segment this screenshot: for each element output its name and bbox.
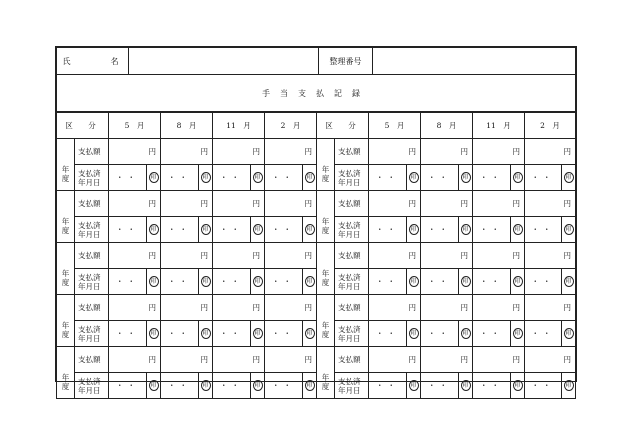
seal-stamp-icon: 印 — [254, 382, 261, 389]
seal-cell[interactable] — [511, 373, 525, 399]
seal-stamp-icon: 印 — [306, 174, 313, 181]
year-label — [317, 295, 335, 347]
paid-date-label — [75, 269, 109, 295]
year-label-text: 年度 — [321, 268, 330, 287]
seal-cell[interactable] — [459, 165, 473, 191]
seal-cell[interactable] — [562, 373, 576, 399]
paid-label-line2: 年月日 — [338, 385, 361, 395]
paid-date-cell[interactable]: ・・ — [473, 165, 511, 191]
year-label — [57, 139, 75, 191]
seal-cell[interactable] — [199, 373, 213, 399]
seal-stamp-icon: 印 — [202, 226, 209, 233]
seal-stamp-icon: 印 — [565, 382, 572, 389]
paid-date-cell[interactable]: ・・ — [109, 373, 147, 399]
seal-stamp-icon: 印 — [410, 226, 417, 233]
amount-cell[interactable]: 円 — [525, 295, 576, 321]
amount-row — [57, 139, 576, 165]
seal-stamp-icon: 印 — [306, 278, 313, 285]
paid-date-cell[interactable]: ・・ — [421, 165, 459, 191]
year-label-text: 年度 — [321, 216, 330, 235]
month-header: 8 月 — [161, 113, 213, 139]
reference-number-label: 整理番号 — [319, 48, 373, 75]
paid-date-cell[interactable]: ・・ — [473, 373, 511, 399]
seal-stamp-icon: 印 — [514, 278, 521, 285]
seal-cell[interactable] — [562, 217, 576, 243]
paid-date-label — [335, 321, 369, 347]
seal-stamp-icon: 印 — [462, 278, 469, 285]
paid-date-cell[interactable]: ・・ — [109, 217, 147, 243]
seal-cell[interactable] — [407, 165, 421, 191]
seal-cell[interactable] — [147, 321, 161, 347]
paid-date-cell[interactable]: ・・ — [213, 269, 251, 295]
seal-stamp-icon: 印 — [202, 382, 209, 389]
paid-date-cell[interactable]: ・・ — [161, 165, 199, 191]
year-label — [57, 191, 75, 243]
paid-label-line2: 年月日 — [338, 333, 361, 343]
seal-cell[interactable] — [199, 321, 213, 347]
amount-cell[interactable]: 円 — [109, 243, 161, 269]
amount-label: 支払額 — [75, 243, 109, 269]
amount-cell[interactable]: 円 — [265, 243, 317, 269]
paid-date-cell[interactable]: ・・ — [213, 217, 251, 243]
amount-cell[interactable]: 円 — [473, 347, 525, 373]
seal-stamp-icon: 印 — [254, 174, 261, 181]
year-label-text: 年度 — [61, 268, 70, 287]
paid-date-label — [75, 217, 109, 243]
paid-date-cell[interactable]: ・・ — [265, 165, 303, 191]
amount-cell[interactable]: 円 — [265, 139, 317, 165]
paid-label-line2: 年月日 — [78, 177, 101, 187]
seal-cell[interactable] — [459, 321, 473, 347]
paid-date-cell[interactable]: ・・ — [421, 269, 459, 295]
amount-cell[interactable]: 円 — [161, 295, 213, 321]
paid-label-line1: 支払済 — [338, 272, 361, 282]
year-label — [317, 347, 335, 399]
paid-date-row — [57, 373, 576, 399]
seal-cell[interactable] — [511, 217, 525, 243]
amount-cell[interactable]: 円 — [109, 347, 161, 373]
amount-label: 支払額 — [335, 191, 369, 217]
amount-cell[interactable]: 円 — [109, 191, 161, 217]
paid-date-row — [57, 321, 576, 347]
year-label — [317, 243, 335, 295]
seal-cell[interactable] — [511, 165, 525, 191]
paid-date-cell[interactable]: ・・ — [369, 321, 407, 347]
amount-cell[interactable]: 円 — [265, 347, 317, 373]
year-label — [57, 243, 75, 295]
seal-stamp-icon: 印 — [254, 278, 261, 285]
amount-cell[interactable]: 円 — [421, 243, 473, 269]
year-label — [57, 347, 75, 399]
seal-cell[interactable] — [562, 165, 576, 191]
seal-stamp-icon: 印 — [410, 382, 417, 389]
seal-cell[interactable] — [407, 373, 421, 399]
header-table — [56, 47, 576, 112]
seal-stamp-icon: 印 — [254, 330, 261, 337]
year-label-text: 年度 — [321, 372, 330, 391]
paid-date-cell[interactable]: ・・ — [109, 269, 147, 295]
amount-cell[interactable]: 円 — [473, 191, 525, 217]
month-header: 5 月 — [369, 113, 421, 139]
amount-cell[interactable]: 円 — [213, 191, 265, 217]
paid-label-line2: 年月日 — [338, 177, 361, 187]
seal-cell[interactable] — [147, 217, 161, 243]
paid-label-line1: 支払済 — [78, 272, 101, 282]
amount-row — [57, 347, 576, 373]
amount-cell[interactable]: 円 — [525, 243, 576, 269]
paid-date-cell[interactable]: ・・ — [525, 321, 562, 347]
month-header: 11 月 — [473, 113, 525, 139]
paid-label-line2: 年月日 — [78, 281, 101, 291]
amount-cell[interactable]: 円 — [421, 347, 473, 373]
paid-date-label — [75, 165, 109, 191]
paid-label-line1: 支払済 — [78, 220, 101, 230]
paid-date-label — [335, 269, 369, 295]
amount-label: 支払額 — [335, 295, 369, 321]
amount-label: 支払額 — [75, 191, 109, 217]
seal-stamp-icon: 印 — [462, 382, 469, 389]
paid-date-cell[interactable]: ・・ — [369, 269, 407, 295]
seal-stamp-icon: 印 — [410, 174, 417, 181]
paid-date-row — [57, 165, 576, 191]
division-header-right: 区 分 — [317, 113, 369, 139]
seal-stamp-icon: 印 — [514, 226, 521, 233]
year-label — [317, 139, 335, 191]
amount-cell[interactable]: 円 — [265, 191, 317, 217]
name-label: 氏 名 — [57, 48, 129, 75]
paid-date-label — [335, 165, 369, 191]
amount-row — [57, 243, 576, 269]
seal-stamp-icon: 印 — [462, 174, 469, 181]
paid-label-line2: 年月日 — [78, 385, 101, 395]
seal-stamp-icon: 印 — [514, 174, 521, 181]
paid-date-cell[interactable]: ・・ — [213, 165, 251, 191]
year-label-text: 年度 — [61, 320, 70, 339]
seal-cell[interactable] — [303, 269, 317, 295]
amount-cell[interactable]: 円 — [473, 243, 525, 269]
paid-date-cell[interactable]: ・・ — [265, 373, 303, 399]
seal-cell[interactable] — [199, 165, 213, 191]
amount-cell[interactable]: 円 — [369, 191, 421, 217]
paid-date-label — [75, 321, 109, 347]
amount-cell[interactable]: 円 — [421, 139, 473, 165]
amount-cell[interactable]: 円 — [369, 243, 421, 269]
seal-cell[interactable] — [147, 269, 161, 295]
amount-label: 支払額 — [75, 139, 109, 165]
seal-cell[interactable] — [251, 217, 265, 243]
amount-cell[interactable]: 円 — [213, 295, 265, 321]
seal-cell[interactable] — [303, 165, 317, 191]
paid-label-line1: 支払済 — [338, 168, 361, 178]
amount-cell[interactable]: 円 — [161, 347, 213, 373]
amount-cell[interactable]: 円 — [265, 295, 317, 321]
seal-cell[interactable] — [562, 269, 576, 295]
amount-cell[interactable]: 円 — [525, 191, 576, 217]
paid-date-label — [335, 373, 369, 399]
paid-label-line2: 年月日 — [338, 229, 361, 239]
seal-stamp-icon: 印 — [150, 278, 157, 285]
seal-cell[interactable] — [562, 321, 576, 347]
seal-cell[interactable] — [459, 373, 473, 399]
year-label — [57, 295, 75, 347]
seal-stamp-icon: 印 — [150, 330, 157, 337]
paid-date-cell[interactable]: ・・ — [265, 217, 303, 243]
year-label — [317, 191, 335, 243]
paid-date-cell[interactable]: ・・ — [421, 321, 459, 347]
paid-label-line1: 支払済 — [338, 324, 361, 334]
paid-date-row — [57, 217, 576, 243]
year-label-text: 年度 — [61, 372, 70, 391]
seal-cell[interactable] — [147, 165, 161, 191]
amount-cell[interactable]: 円 — [421, 295, 473, 321]
seal-cell[interactable] — [459, 269, 473, 295]
paid-date-cell[interactable]: ・・ — [473, 217, 511, 243]
paid-label-line1: 支払済 — [338, 220, 361, 230]
seal-stamp-icon: 印 — [514, 330, 521, 337]
seal-cell[interactable] — [407, 269, 421, 295]
amount-label: 支払額 — [75, 347, 109, 373]
paid-date-cell[interactable]: ・・ — [109, 165, 147, 191]
seal-cell[interactable] — [407, 321, 421, 347]
year-label-text: 年度 — [61, 164, 70, 183]
seal-stamp-icon: 印 — [306, 226, 313, 233]
month-header: 11 月 — [213, 113, 265, 139]
seal-cell[interactable] — [199, 269, 213, 295]
paid-date-label — [75, 373, 109, 399]
seal-stamp-icon: 印 — [150, 382, 157, 389]
name-field[interactable] — [129, 48, 319, 75]
paid-date-cell[interactable]: ・・ — [161, 217, 199, 243]
month-header: 2 月 — [525, 113, 576, 139]
paid-date-cell[interactable]: ・・ — [265, 321, 303, 347]
seal-cell[interactable] — [303, 373, 317, 399]
paid-date-row — [57, 269, 576, 295]
paid-date-cell[interactable]: ・・ — [421, 217, 459, 243]
paid-date-cell[interactable]: ・・ — [213, 373, 251, 399]
division-header-left: 区 分 — [57, 113, 109, 139]
seal-stamp-icon: 印 — [150, 174, 157, 181]
paid-date-cell[interactable]: ・・ — [421, 373, 459, 399]
paid-date-cell[interactable]: ・・ — [161, 269, 199, 295]
year-label-text: 年度 — [321, 164, 330, 183]
seal-stamp-icon: 印 — [514, 382, 521, 389]
amount-cell[interactable]: 円 — [473, 295, 525, 321]
seal-cell[interactable] — [459, 217, 473, 243]
paid-date-cell[interactable]: ・・ — [213, 321, 251, 347]
amount-cell[interactable]: 円 — [213, 347, 265, 373]
paid-date-label — [335, 217, 369, 243]
paid-date-cell[interactable]: ・・ — [161, 373, 199, 399]
amount-cell[interactable]: 円 — [473, 139, 525, 165]
paid-label-line2: 年月日 — [338, 281, 361, 291]
seal-stamp-icon: 印 — [202, 174, 209, 181]
paid-label-line1: 支払済 — [78, 168, 101, 178]
year-label-text: 年度 — [321, 320, 330, 339]
month-header: 5 月 — [109, 113, 161, 139]
amount-cell[interactable]: 円 — [161, 191, 213, 217]
amount-cell[interactable]: 円 — [161, 139, 213, 165]
seal-stamp-icon: 印 — [306, 330, 313, 337]
paid-date-cell[interactable]: ・・ — [525, 217, 562, 243]
amount-cell[interactable]: 円 — [213, 243, 265, 269]
year-label-text: 年度 — [61, 216, 70, 235]
seal-stamp-icon: 印 — [410, 330, 417, 337]
paid-date-cell[interactable]: ・・ — [525, 373, 562, 399]
paid-label-line1: 支払済 — [338, 376, 361, 386]
seal-cell[interactable] — [251, 269, 265, 295]
seal-stamp-icon: 印 — [565, 330, 572, 337]
amount-cell[interactable]: 円 — [525, 347, 576, 373]
amount-cell[interactable]: 円 — [213, 139, 265, 165]
seal-stamp-icon: 印 — [410, 278, 417, 285]
seal-stamp-icon: 印 — [462, 226, 469, 233]
reference-number-field[interactable] — [373, 48, 576, 75]
paid-date-cell[interactable]: ・・ — [473, 321, 511, 347]
seal-cell[interactable] — [303, 321, 317, 347]
amount-row — [57, 295, 576, 321]
seal-cell[interactable] — [511, 269, 525, 295]
amount-cell[interactable]: 円 — [109, 295, 161, 321]
payment-record-form — [55, 46, 577, 395]
seal-stamp-icon: 印 — [202, 330, 209, 337]
seal-cell[interactable] — [407, 217, 421, 243]
seal-cell[interactable] — [251, 321, 265, 347]
amount-cell[interactable]: 円 — [421, 191, 473, 217]
amount-label: 支払額 — [335, 139, 369, 165]
amount-cell[interactable]: 円 — [109, 139, 161, 165]
amount-cell[interactable]: 円 — [369, 139, 421, 165]
seal-stamp-icon: 印 — [202, 278, 209, 285]
seal-stamp-icon: 印 — [565, 174, 572, 181]
paid-date-cell[interactable]: ・・ — [525, 165, 562, 191]
seal-cell[interactable] — [511, 321, 525, 347]
paid-date-cell[interactable]: ・・ — [369, 373, 407, 399]
amount-cell[interactable]: 円 — [161, 243, 213, 269]
month-header: 8 月 — [421, 113, 473, 139]
paid-label-line1: 支払済 — [78, 376, 101, 386]
paid-label-line2: 年月日 — [78, 229, 101, 239]
seal-stamp-icon: 印 — [150, 226, 157, 233]
amount-cell[interactable]: 円 — [525, 139, 576, 165]
paid-date-cell[interactable]: ・・ — [161, 321, 199, 347]
amount-cell[interactable]: 円 — [369, 295, 421, 321]
amount-label: 支払額 — [75, 295, 109, 321]
seal-stamp-icon: 印 — [462, 330, 469, 337]
amount-cell[interactable]: 円 — [369, 347, 421, 373]
seal-stamp-icon: 印 — [306, 382, 313, 389]
paid-date-cell[interactable]: ・・ — [473, 269, 511, 295]
seal-stamp-icon: 印 — [254, 226, 261, 233]
seal-cell[interactable] — [251, 373, 265, 399]
paid-date-cell[interactable]: ・・ — [265, 269, 303, 295]
form-title: 手当支払記録 — [57, 75, 576, 112]
paid-date-cell[interactable]: ・・ — [369, 165, 407, 191]
paid-date-cell[interactable]: ・・ — [369, 217, 407, 243]
seal-stamp-icon: 印 — [565, 226, 572, 233]
seal-cell[interactable] — [147, 373, 161, 399]
amount-label: 支払額 — [335, 243, 369, 269]
paid-label-line1: 支払済 — [78, 324, 101, 334]
seal-cell[interactable] — [251, 165, 265, 191]
paid-date-cell[interactable]: ・・ — [109, 321, 147, 347]
payment-table — [56, 112, 576, 399]
seal-stamp-icon: 印 — [565, 278, 572, 285]
paid-date-cell[interactable]: ・・ — [525, 269, 562, 295]
seal-cell[interactable] — [199, 217, 213, 243]
amount-label: 支払額 — [335, 347, 369, 373]
month-header: 2 月 — [265, 113, 317, 139]
paid-label-line2: 年月日 — [78, 333, 101, 343]
seal-cell[interactable] — [303, 217, 317, 243]
amount-row — [57, 191, 576, 217]
